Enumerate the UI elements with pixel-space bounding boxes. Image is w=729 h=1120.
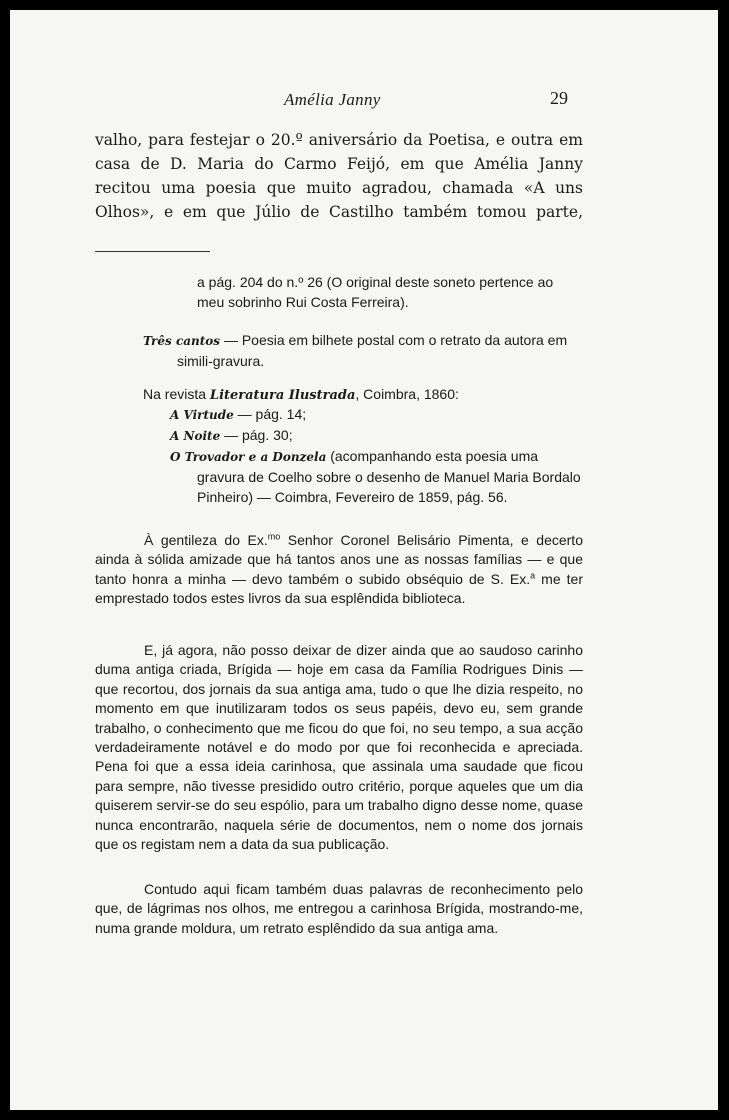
list-item — [170, 446, 583, 507]
footnote-list — [170, 404, 583, 507]
revista-prefix: Na revista — [143, 386, 210, 402]
list-item-text: — pág. 30; — [220, 427, 293, 443]
paragraph-text: me ter emprestado todos estes livros da sua esplêndida biblioteca. — [95, 570, 583, 607]
list-item — [170, 425, 583, 446]
book-page — [10, 10, 718, 1110]
list-item-text: (acompanhando esta poesia uma gravura de Coelho sobre o desenho de Manuel Maria Bordalo Pinheiro) — Coimbra, Fevereiro de 1859, pág. 56. — [197, 448, 581, 505]
list-item-title: A Virtude — [170, 408, 234, 422]
paragraph-closing: Contudo aqui ficam também duas palavras de reconhecimento pelo que, de lágrimas nos olhos, me entregou a carinhosa Brígida, mostrando-me, numa grande moldura, um retrato esplêndido da sua antiga ama. — [95, 881, 583, 936]
list-item — [170, 404, 583, 425]
paragraph-brigida: E, já agora, não posso deixar de dizer ainda que ao saudoso carinho duma antiga criada, Brígida — hoje em casa da Família Rodrigues Dinis — que recortou, dos jornais da sua antiga ama, tudo o que lhe dizia respeito, no momento em que inutilizaram todos os seus papéis, devo eu, sem grande trabalho, o conhecimento que me ficou do que foi, no seu tempo, a sua acção verdadeiramente notável e do modo por que foi reconhecida e apreciada. Pena foi que a essa ideia carinhosa, que assinala uma saudade que ficou para sempre, não tivesse presidido outro critério, porque aqueles que um dia quiserem servir-se do seu espólio, para um trabalho digno desse nome, quase nunca encontrarão, naquela série de documentos, nem o nome dos jornais que os registam nem a data da sua publicação. — [95, 642, 583, 853]
superscript: a — [530, 570, 536, 581]
list-item-text: — pág. 14; — [233, 406, 307, 422]
revista-title: Literatura Ilustrada — [209, 388, 356, 403]
paragraph-text: Senhor Coronel Belisário Pimenta, e decerto ainda à sólida amizade que há tantos anos une as nossas famílias — e que tanto honra a minha — devo também o subido obséquio de S. Ex. — [95, 532, 583, 587]
list-item-title: A Noite — [170, 429, 221, 443]
footnote-rule — [95, 251, 210, 252]
superscript: mo — [267, 531, 281, 542]
revista-suffix: , Coimbra, 1860: — [355, 386, 459, 402]
footnote-tres-cantos — [143, 330, 583, 371]
footnote-continuation: a pág. 204 do n.º 26 (O original deste soneto pertence ao meu sobrinho Rui Costa Ferreira). — [197, 274, 554, 310]
tres-cantos-text: — Poesia em bilhete postal com o retrato da autora em simili-gravura. — [177, 332, 568, 369]
running-header-author: Amélia Janny — [284, 90, 381, 109]
main-text-paragraph: valho, para festejar o 20.º aniversário da Poetisa, e outra em casa de D. Maria do Carmo Feijó, em que Amélia Janny recitou uma poesia que muito agradou, chamada «A uns Olhos», e em que Júlio de Castilho também tomou parte, — [95, 131, 583, 221]
page-number: 29 — [550, 88, 568, 108]
paragraph-text: À gentileza do Ex. — [144, 532, 268, 548]
list-item-title: O Trovador e a Donzela — [170, 450, 327, 464]
tres-cantos-title: Três cantos — [143, 334, 221, 348]
footnote-revista — [143, 384, 583, 406]
paragraph-acknowledgement — [95, 531, 583, 609]
